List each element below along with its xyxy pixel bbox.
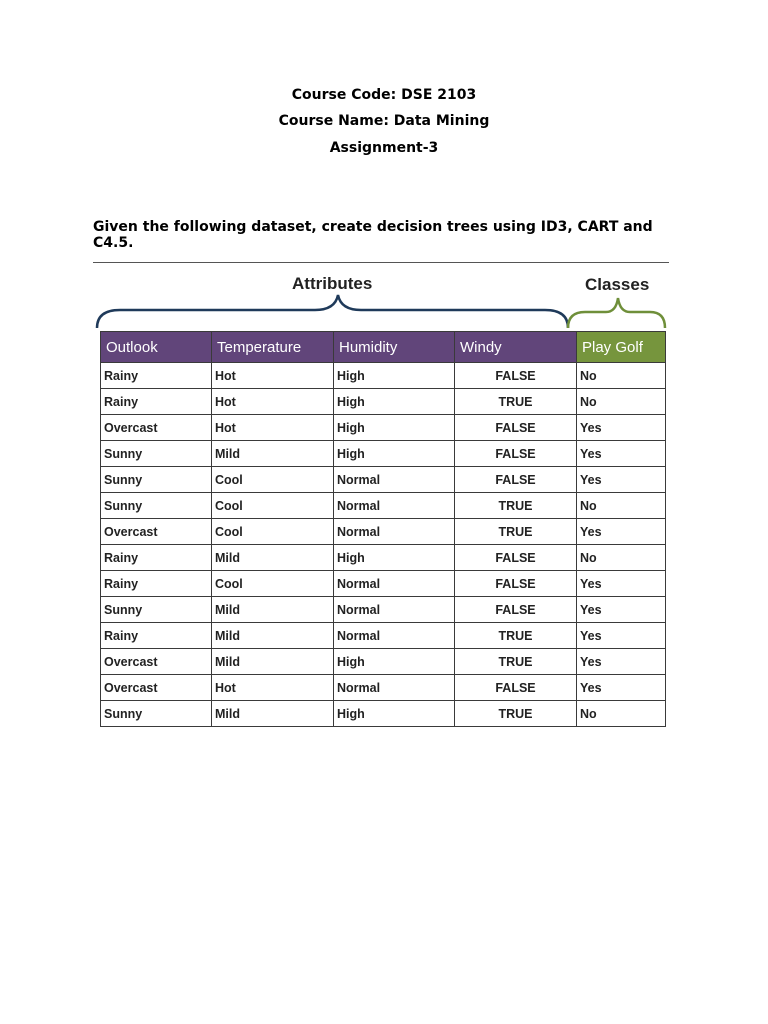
humidity-cell: High (334, 441, 455, 467)
outlook-cell: Sunny (101, 597, 212, 623)
play-golf-cell: Yes (577, 675, 666, 701)
table-row (101, 701, 666, 727)
play-golf-cell: Yes (577, 597, 666, 623)
windy-cell: TRUE (455, 389, 577, 415)
humidity-cell: High (334, 363, 455, 389)
temperature-cell: Mild (212, 649, 334, 675)
outlook-cell: Sunny (101, 467, 212, 493)
column-header-temperature: Temperature (212, 332, 334, 363)
outlook-cell: Sunny (101, 701, 212, 727)
windy-cell: FALSE (455, 571, 577, 597)
column-header-outlook: Outlook (101, 332, 212, 363)
humidity-cell: Normal (334, 519, 455, 545)
temperature-cell: Mild (212, 701, 334, 727)
play-golf-cell: Yes (577, 519, 666, 545)
windy-cell: TRUE (455, 649, 577, 675)
temperature-cell: Cool (212, 571, 334, 597)
play-golf-cell: No (577, 545, 666, 571)
temperature-cell: Mild (212, 441, 334, 467)
page-background (95, 727, 675, 767)
temperature-cell: Cool (212, 519, 334, 545)
humidity-cell: High (334, 545, 455, 571)
outlook-cell: Rainy (101, 545, 212, 571)
attributes-brace (97, 295, 568, 328)
course-name: Course Name: Data Mining (278, 113, 490, 129)
brace-graphic (90, 290, 680, 335)
table-row (101, 623, 666, 649)
column-header-windy: Windy (455, 332, 577, 363)
windy-cell: FALSE (455, 597, 577, 623)
table-row (101, 571, 666, 597)
play-golf-cell: Yes (577, 649, 666, 675)
outlook-cell: Sunny (101, 441, 212, 467)
humidity-cell: Normal (334, 623, 455, 649)
humidity-cell: High (334, 389, 455, 415)
windy-cell: TRUE (455, 493, 577, 519)
table-row (101, 389, 666, 415)
column-header-play-golf: Play Golf (577, 332, 666, 363)
outlook-cell: Overcast (101, 675, 212, 701)
dataset-table (100, 331, 666, 727)
outlook-cell: Rainy (101, 623, 212, 649)
humidity-cell: High (334, 649, 455, 675)
windy-cell: FALSE (455, 545, 577, 571)
play-golf-cell: Yes (577, 623, 666, 649)
temperature-cell: Mild (212, 545, 334, 571)
windy-cell: FALSE (455, 675, 577, 701)
windy-cell: TRUE (455, 519, 577, 545)
table-row (101, 441, 666, 467)
table-row (101, 467, 666, 493)
question-text: Given the following dataset, create decision trees using ID3, CART and C4.5. (93, 219, 653, 251)
outlook-cell: Overcast (101, 649, 212, 675)
humidity-cell: Normal (334, 597, 455, 623)
humidity-cell: Normal (334, 571, 455, 597)
table-row (101, 649, 666, 675)
table-row (101, 493, 666, 519)
humidity-cell: Normal (334, 493, 455, 519)
classes-brace (568, 298, 665, 328)
windy-cell: TRUE (455, 623, 577, 649)
classes-label: Classes (585, 275, 650, 294)
windy-cell: FALSE (455, 467, 577, 493)
table-row (101, 675, 666, 701)
attributes-label: Attributes (292, 274, 373, 293)
temperature-cell: Hot (212, 389, 334, 415)
play-golf-cell: No (577, 493, 666, 519)
column-header-humidity: Humidity (334, 332, 455, 363)
assignment-title: Assignment-3 (329, 140, 439, 156)
table-row (101, 545, 666, 571)
humidity-cell: High (334, 415, 455, 441)
play-golf-cell: Yes (577, 467, 666, 493)
temperature-cell: Cool (212, 467, 334, 493)
windy-cell: FALSE (455, 415, 577, 441)
temperature-cell: Hot (212, 363, 334, 389)
outlook-cell: Rainy (101, 571, 212, 597)
outlook-cell: Overcast (101, 519, 212, 545)
course-code: Course Code: DSE 2103 (291, 87, 477, 103)
humidity-cell: Normal (334, 675, 455, 701)
temperature-cell: Cool (212, 493, 334, 519)
play-golf-cell: No (577, 701, 666, 727)
play-golf-cell: Yes (577, 441, 666, 467)
outlook-cell: Rainy (101, 389, 212, 415)
table-row (101, 597, 666, 623)
outlook-cell: Rainy (101, 363, 212, 389)
temperature-cell: Hot (212, 415, 334, 441)
outlook-cell: Sunny (101, 493, 212, 519)
divider (93, 262, 669, 263)
table-row (101, 519, 666, 545)
play-golf-cell: No (577, 363, 666, 389)
windy-cell: TRUE (455, 701, 577, 727)
windy-cell: FALSE (455, 363, 577, 389)
table-row (101, 415, 666, 441)
play-golf-cell: Yes (577, 415, 666, 441)
table-header-row (101, 332, 666, 363)
temperature-cell: Hot (212, 675, 334, 701)
play-golf-cell: No (577, 389, 666, 415)
outlook-cell: Overcast (101, 415, 212, 441)
humidity-cell: Normal (334, 467, 455, 493)
table-row (101, 363, 666, 389)
humidity-cell: High (334, 701, 455, 727)
temperature-cell: Mild (212, 597, 334, 623)
play-golf-cell: Yes (577, 571, 666, 597)
windy-cell: FALSE (455, 441, 577, 467)
temperature-cell: Mild (212, 623, 334, 649)
